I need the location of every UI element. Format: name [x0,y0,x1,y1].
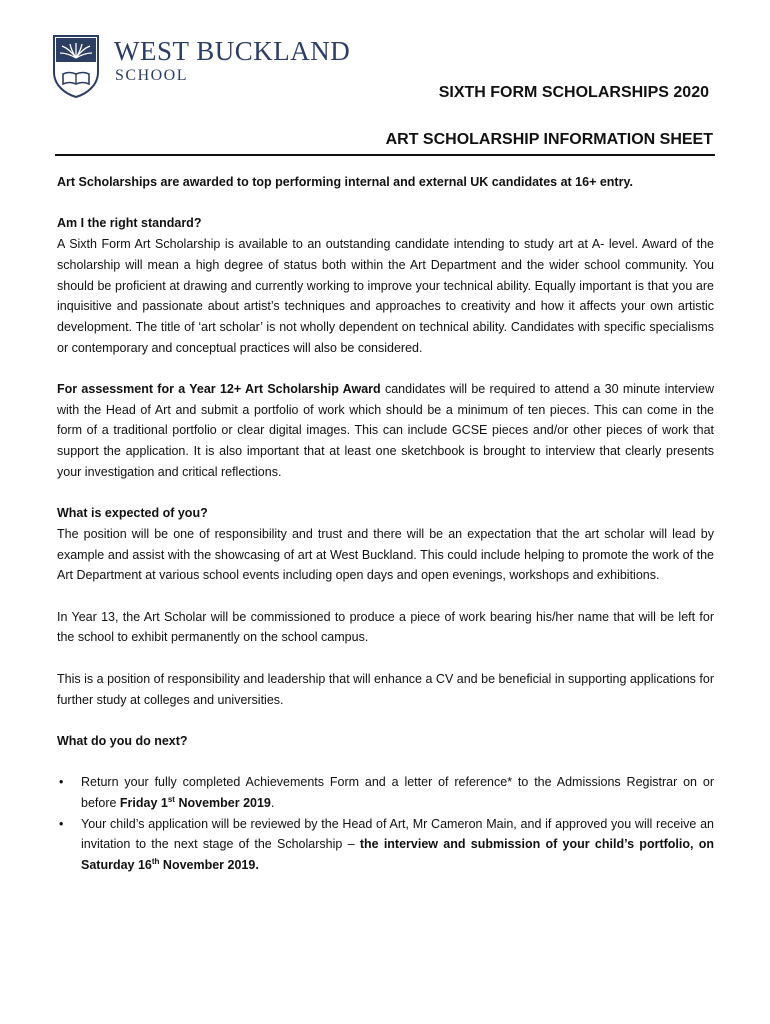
heading-divider [55,154,715,156]
intro-text: Art Scholarships are awarded to top performing internal and external UK candidates at 16+ entry. [57,175,633,189]
school-logo [52,34,362,100]
list-item: • Your child’s application will be reviewed by the Head of Art, Mr Cameron Main, and if approved you will receive an invitation to the next stage of the Scholarship – the interview and submission of your child’s portfolio, on Saturday 16th November 2019. [57,814,714,876]
logo-subtitle: SCHOOL [115,67,189,84]
next-heading: What do you do next? [57,733,188,748]
cv-text: This is a position of responsibility and leadership that will enhance a CV and be beneficial in supporting applications for further study at colleges and universities. [57,671,714,707]
list-item: • Return your fully completed Achievements Form and a letter of reference* to the Admissions Registrar on or before Friday 1st November 2019. [57,772,714,813]
school-crest-icon [52,34,100,98]
standard-text: A Sixth Form Art Scholarship is available to an outstanding candidate intending to study art at A- level. Award of the scholarship will mean a high degree of status both within the Art Department and the wider school community. You should be proficient at drawing and currently working to improve your technical ability. Equally important is that you are inquisitive and passionate about artist’s techniques and approaches to creativity and how it affects your own artistic development. The title of ‘art scholar’ is not wholly dependent on technical ability. Candidates with specific specialisms or contemporary and conceptual practices will also be considered. [57,237,714,355]
expected-section [57,503,714,586]
bullet-icon: • [59,775,64,790]
next-steps-list [57,772,714,876]
expected-text: The position will be one of responsibility and trust and there will be an expectation that the art scholar will lead by example and assist with the showcasing of art at West Buckland. This could include helping to promote the work of the Art Department at various school events including open days and open evenings, workshops and exhibitions. [57,526,714,583]
standard-section [57,213,714,358]
bullet-icon: • [59,816,64,831]
logo-title: WEST BUCKLAND [114,36,351,66]
assessment-section [57,379,714,483]
year13-text: In Year 13, the Art Scholar will be commissioned to produce a piece of work bearing his/her name that will be left for the school to exhibit permanently on the school campus. [57,609,714,645]
assessment-text: candidates will be required to attend a 30 minute interview with the Head of Art and submit a portfolio of work which should be a minimum of ten pieces. This can come in the form of a traditional portfolio or clear digital images. This can include GCSE pieces and/or other pieces of work that support the application. It is also important that at least one sketchbook is brought to interview that clearly presents your investigation and critical reflections. [57,382,714,479]
standard-heading: Am I the right standard? [57,216,202,231]
assessment-lead: For assessment for a Year 12+ Art Scholarship Award [57,382,381,396]
document-body [57,172,714,876]
page-subtitle: ART SCHOLARSHIP INFORMATION SHEET [385,131,713,148]
expected-heading: What is expected of you? [57,506,208,521]
page-title: SIXTH FORM SCHOLARSHIPS 2020 [438,84,709,101]
